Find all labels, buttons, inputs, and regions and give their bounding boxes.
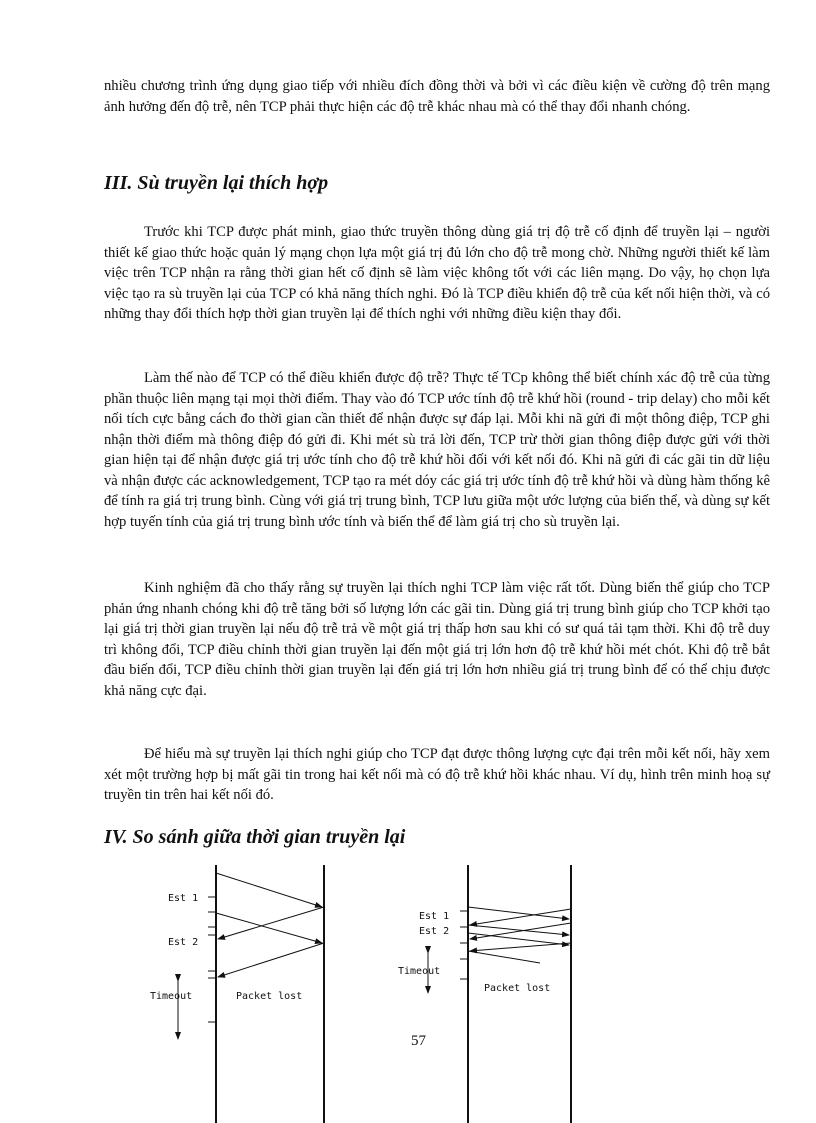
right-arrow [470, 923, 571, 939]
right-arrow [468, 933, 569, 945]
left-packet-lost-label: Packet lost [236, 991, 303, 1002]
paragraph-continuation: nhiều chương trình ứng dụng giao tiếp với nhiều đích đồng thời và bởi vì các điều kiện về cường độ trên mạng ảnh hưởng đến độ trễ, nên TCP phải thực hiện các độ trễ khác nhau mà có thể thay đổi nhanh chóng. [104, 78, 770, 115]
paragraph-example: Để hiểu mà sự truyền lại thích nghi giúp cho TCP đạt được thông lượng cực đại trên mỗi kết nối, hãy xem xét một trường hợp bị mất gãi tin trong hai kết nối mà có độ trễ khứ hồi khác nhau. Ví dụ, hình trên minh hoạ sự truyền tin trên hai kết nối đó. [104, 746, 770, 803]
section-heading-iii: III. Sù truyền lại thích hợp [104, 172, 329, 194]
right-arrow [468, 951, 540, 963]
left-est1-label: Est 1 [168, 893, 199, 904]
right-timeout-label: Timeout [398, 966, 441, 977]
right-arrow [468, 925, 569, 935]
right-arrow [470, 943, 571, 951]
paragraph-history: Trước khi TCP được phát minh, giao thức truyền thông dùng giá trị độ trễ cố định để truyền lại – người thiết kế giao thức hoặc quản lý mạng chọn lựa một giá trị đủ lớn cho độ trễ mong chờ. Những người thiết kế làm việc trên TCP nhận ra rằng thời gian hết cố định sẽ làm việc không tốt với các liên mạng. Do vậy, họ chọn lựa việc tạo ra sù truyền lại của TCP có khả năng thích nghi. Đó là TCP điều khiển độ trễ của kết nối hiện thời, và có những thay đổi thích hợp thời gian truyền lại để thích nghi với những điều kiện thay đổi. [104, 224, 770, 322]
paragraph-delay-estimation: Làm thế nào để TCP có thể điều khiển được độ trễ? Thực tế TCp không thể biết chính xác độ trễ của từng phần thuộc liên mạng tại mọi thời điểm. Thay vào đó TCP ước tính độ trễ khứ hồi (round - trip delay) cho mỗi kết nối tích cực bằng cách đo thời gian cần thiết để nhận được sự đáp lại. Mỗi khi nã gửi đi một thông điệp, TCP ghi nhận thời điểm mà thông điệp đó gửi đi. Khi mét sù trả lời đến, TCP trừ thời gian thông điệp được gửi với thời gian hiện tại để nhận được giá trị ước tính cho độ trễ khứ hồi đối với kết nối đó. Khi nã gửi đi các gãi tin dữ liệu và nhận được các acknowledgement, TCP tạo ra mét dóy các giá trị ước tính độ trễ khứ hồi và dùng hàm thống kê để tính ra giá trị trung bình. Cùng với giá trị trung bình, TCP lưu giữa một ước lượng của biến thể, và dùng sự kết hợp tuyến tính của giá trị trung bình ước tính và biến thể để làm giá trị cho sù truyền lại. [104, 370, 770, 530]
left-arrow [218, 907, 324, 939]
right-packet-lost-label: Packet lost [484, 983, 551, 994]
left-est2-label: Est 2 [168, 937, 199, 948]
left-timeout-label: Timeout [150, 991, 193, 1002]
left-arrow [218, 943, 324, 977]
paragraph-experience: Kinh nghiệm đã cho thấy rằng sự truyền lại thích nghi TCP làm việc rất tốt. Dùng biến thể giúp cho TCP phản ứng nhanh chóng khi độ trễ tăng bởi số lượng lớn các gãi tin. Dùng giá trị trung bình giúp cho TCP khởi tạo lại giá trị thời gian truyền lại nếu độ trễ trả về một giá trị thấp hơn sau khi có sư quá tải tạm thời. Khi độ trễ duy trì không đổi, TCP điều chỉnh thời gian truyền lại đến một giá trị lớn hơn độ trễ khứ hồi mét chót. Khi độ trễ bắt đầu biến đổi, TCP điều chỉnh thời gian truyền lại đến giá trị lớn hơn nhiều giá trị trung bình để có thể chịu được khả năng cực đại. [104, 580, 770, 699]
right-est1-label: Est 1 [419, 911, 450, 922]
retransmission-diagram [0, 855, 816, 1123]
right-est2-label: Est 2 [419, 926, 450, 937]
page-number: 57 [411, 1033, 426, 1049]
section-heading-iv: IV. So sánh giữa thời gian truyền lại [104, 826, 406, 848]
left-arrow [216, 873, 322, 907]
left-arrow [216, 913, 322, 943]
